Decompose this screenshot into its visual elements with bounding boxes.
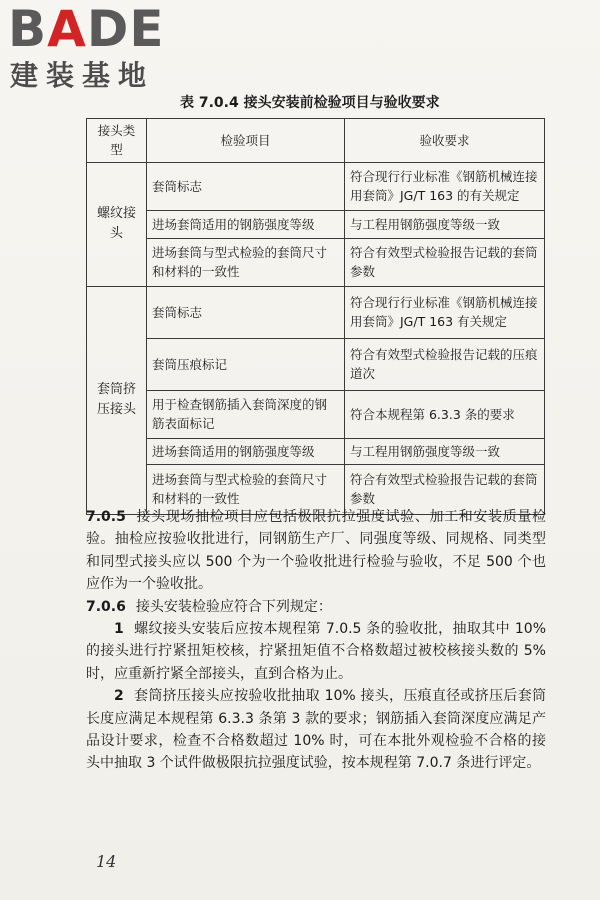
joint-type-sleeve-extrusion: 套筒挤压接头 bbox=[87, 286, 147, 514]
bade-logo bbox=[8, 0, 178, 96]
table-row bbox=[87, 210, 545, 238]
clause-text: 接头现场抽检项目应包括极限抗拉强度试验、加工和安装质量检验。抽检应按验收批进行，同钢筋生产厂、同强度等级、同规格、同类型和同型式接头应以 500 个为一个验收批进行检验与验收，不足 500 个也应作为一个验收批。 bbox=[86, 509, 546, 593]
acceptance-requirement: 与工程用钢筋强度等级一致 bbox=[345, 210, 545, 238]
inspection-item: 用于检查钢筋插入套筒深度的钢筋表面标记 bbox=[147, 390, 345, 438]
logo-subtitle: 建装基地 bbox=[10, 59, 155, 92]
clause-text: 接头安装检验应符合下列规定： bbox=[135, 598, 332, 615]
clause-7-0-5 bbox=[86, 506, 546, 596]
acceptance-requirement: 符合本规程第 6.3.3 条的要求 bbox=[345, 390, 545, 438]
inspection-item: 套筒标志 bbox=[147, 162, 345, 210]
table-row bbox=[87, 286, 545, 338]
clause-number: 7.0.5 bbox=[86, 509, 126, 525]
table-row bbox=[87, 338, 545, 390]
acceptance-requirement: 符合现行行业标准《钢筋机械连接用套筒》JG/T 163 有关规定 bbox=[345, 286, 545, 338]
acceptance-requirement: 符合有效型式检验报告记载的套筒参数 bbox=[345, 464, 545, 514]
inspection-item: 进场套筒与型式检验的套筒尺寸和材料的一致性 bbox=[147, 464, 345, 514]
joint-type-threaded: 螺纹接头 bbox=[87, 162, 147, 286]
item-number: 2 bbox=[114, 688, 124, 705]
header-acceptance-requirement: 验收要求 bbox=[345, 119, 545, 163]
clause-item-2 bbox=[86, 685, 546, 775]
inspection-item: 套筒压痕标记 bbox=[147, 338, 345, 390]
inspection-item: 进场套筒适用的钢筋强度等级 bbox=[147, 210, 345, 238]
inspection-table bbox=[86, 118, 545, 515]
acceptance-requirement: 符合有效型式检验报告记载的压痕道次 bbox=[345, 338, 545, 390]
item-number: 1 bbox=[114, 621, 124, 638]
inspection-item: 进场套筒适用的钢筋强度等级 bbox=[147, 438, 345, 464]
table-row bbox=[87, 162, 545, 210]
item-text: 螺纹接头安装后应按本规程第 7.0.5 条的验收批，抽取其中 10% 的接头进行拧紧扭矩校核，拧紧扭矩值不合格数超过被校核接头数的 5% 时，应重新拧紧全部接头，直到合格为止。 bbox=[86, 621, 546, 682]
item-text: 套筒挤压接头应按验收批抽取 10% 接头，压痕直径或挤压后套筒长度应满足本规程第 6.3.3 条第 3 款的要求；钢筋插入套筒深度应满足产品设计要求，检查不合格数超过 10% 时，可在本批外观检验不合格的接头中抽取 3 个试件做极限抗拉强度试验，按本规程第 7.0.7 条进行评定。 bbox=[86, 688, 546, 772]
header-joint-type: 接头类型 bbox=[87, 119, 147, 163]
clause-item-1 bbox=[86, 618, 546, 685]
inspection-item: 进场套筒与型式检验的套筒尺寸和材料的一致性 bbox=[147, 238, 345, 286]
header-inspection-item: 检验项目 bbox=[147, 119, 345, 163]
table-row bbox=[87, 238, 545, 286]
clause-number: 7.0.6 bbox=[86, 598, 126, 615]
table-header-row bbox=[87, 119, 545, 163]
clause-7-0-6 bbox=[86, 596, 546, 618]
body-text bbox=[86, 506, 546, 775]
acceptance-requirement: 符合现行行业标准《钢筋机械连接用套筒》JG/T 163 的有关规定 bbox=[345, 162, 545, 210]
table-row bbox=[87, 390, 545, 438]
inspection-item: 套筒标志 bbox=[147, 286, 345, 338]
page-number: 14 bbox=[96, 852, 117, 871]
acceptance-requirement: 与工程用钢筋强度等级一致 bbox=[345, 438, 545, 464]
acceptance-requirement: 符合有效型式检验报告记载的套筒参数 bbox=[345, 238, 545, 286]
table-row bbox=[87, 438, 545, 464]
logo-wordmark: BADE bbox=[8, 0, 165, 58]
table-title: 表 7.0.4 接头安装前检验项目与验收要求 bbox=[180, 95, 440, 111]
